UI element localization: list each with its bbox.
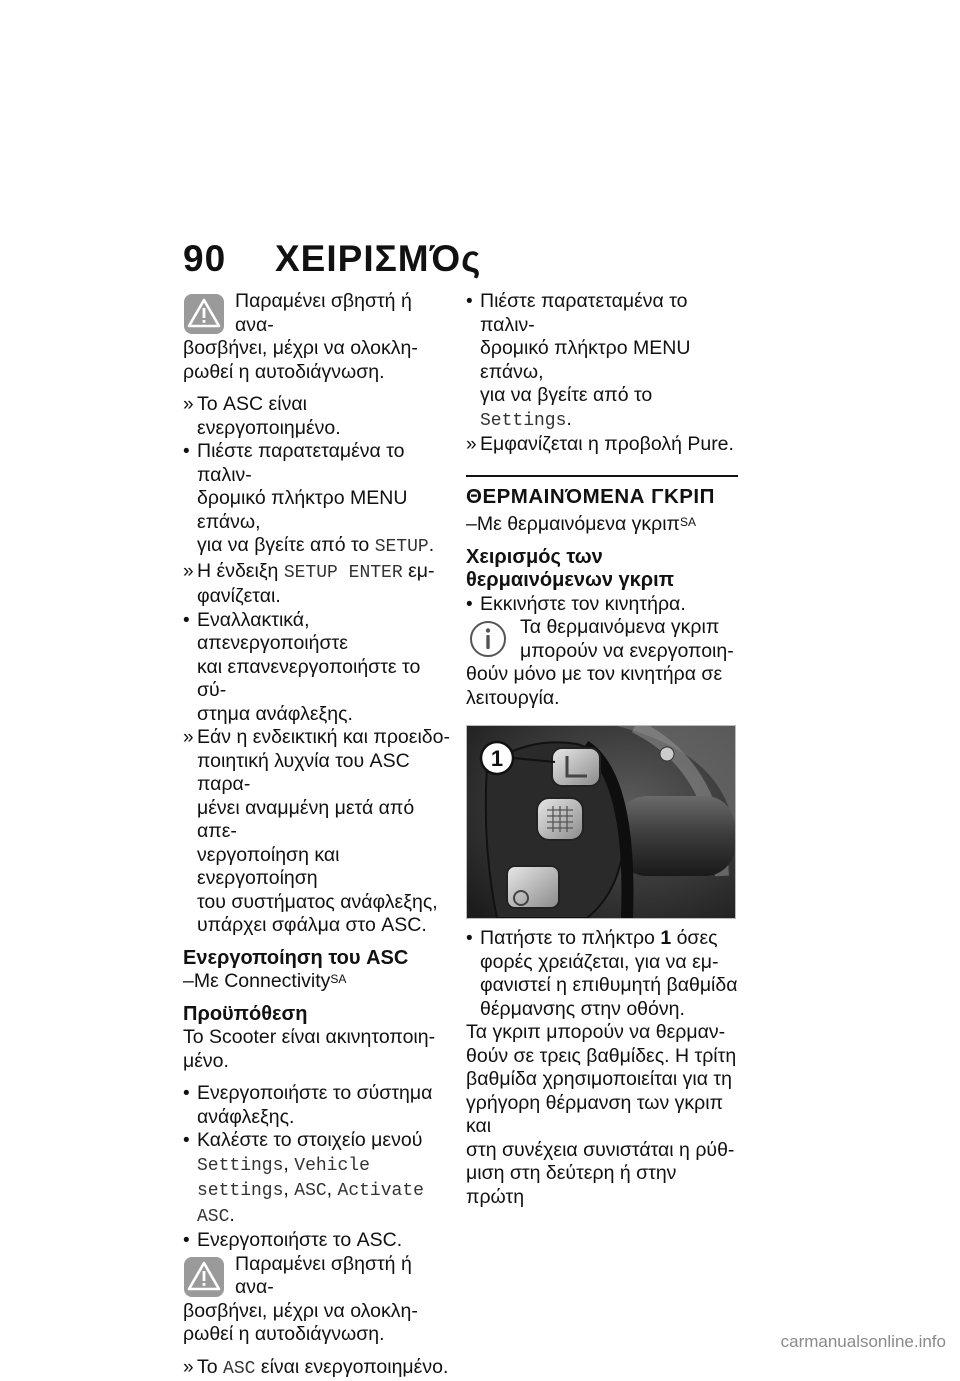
heated-grips-note — [466, 513, 738, 537]
warning-text-2: Παραμένει σβηστή ή ανα- — [235, 1253, 412, 1299]
section-heading-heated-grips: ΘΕΡΜΑΙΝΌΜΕΝΑ ΓΚΡΙΠ — [466, 475, 738, 509]
bullet-text: και επανενεργοποιήστε το σύ- — [197, 656, 420, 702]
info-icon — [468, 619, 508, 659]
button-reference: 1 — [660, 927, 671, 949]
bullet-item — [183, 609, 453, 727]
heading-prerequisite: Προϋπόθεση — [183, 1003, 453, 1027]
result-text: ποιητική λυχνία του ASC παρα- — [197, 750, 410, 796]
sa-superscript: SA — [330, 972, 346, 986]
bullet-marker: • — [183, 609, 190, 633]
heading-activate-asc: Ενεργοποίηση του ASC — [183, 947, 453, 971]
watermark-footer: carmanualsonline.info — [781, 1332, 946, 1352]
bullet-text: φανιστεί η επιθυμητή βαθμίδα — [480, 974, 738, 996]
right-column — [466, 290, 738, 1209]
bullet-text: Εναλλακτικά, απενεργοποιήστε — [197, 609, 348, 655]
warning-triangle-icon — [183, 1256, 225, 1298]
bullet-text: Ενεργοποιήστε το ASC. — [197, 1229, 402, 1251]
separator: , — [327, 1178, 338, 1200]
paragraph-line: στη συνέχεια συνιστάται η ρύθ- — [466, 1139, 734, 1161]
result-marker: » — [183, 393, 194, 417]
result-text: Εάν η ενδεικτική και προειδο- — [197, 726, 450, 748]
info-text: Τα θερμαινόμενα γκριπ — [520, 616, 719, 638]
bullet-marker: • — [183, 1082, 190, 1106]
result-text: Το ASC είναι ενεργοποιημένο. — [197, 393, 341, 439]
warning-triangle-icon — [183, 293, 225, 335]
display-code: SETUP ENTER — [284, 563, 403, 583]
bullet-text: Πατήστε το πλήκτρο — [480, 927, 660, 949]
result-marker: » — [466, 433, 477, 457]
result-marker: » — [183, 726, 194, 750]
menu-code: settings — [197, 1181, 283, 1201]
bullet-item — [183, 1129, 453, 1229]
heading-operating-grips — [466, 546, 738, 593]
info-text: λειτουργία. — [466, 687, 560, 709]
result-text: φανίζεται. — [197, 585, 281, 607]
menu-code: Settings — [197, 1156, 283, 1176]
heating-levels-paragraph — [466, 1021, 738, 1209]
figure-callout-1: 1 — [491, 746, 503, 771]
prereq-line: μένο. — [183, 1050, 229, 1072]
bullet-marker: • — [466, 290, 473, 314]
bullet-item — [466, 593, 738, 617]
bullet-item — [466, 927, 738, 1021]
result-marker: » — [183, 1356, 194, 1380]
result-item — [466, 433, 738, 457]
result-text: Το — [197, 1356, 223, 1378]
warning-note-1 — [183, 290, 453, 384]
paragraph-line: βαθμίδα χρησιμοποιείται για τη — [466, 1068, 732, 1090]
result-item — [183, 560, 453, 609]
warning-text-1c: ρωθεί η αυτοδιάγνωση. — [183, 361, 385, 383]
separator: . — [229, 1204, 234, 1226]
connectivity-note — [183, 970, 453, 994]
display-code: SETUP — [375, 537, 429, 557]
warning-text-2c: ρωθεί η αυτοδιάγνωση. — [183, 1323, 385, 1345]
bullet-text: Ενεργοποιήστε το σύστημα — [197, 1082, 432, 1104]
bullet-text: ανάφλεξης. — [197, 1106, 294, 1128]
prerequisite-text — [183, 1026, 453, 1073]
warning-text-1b: βοσβήνει, μέχρι να ολοκλη- — [183, 337, 418, 359]
menu-code: Vehicle — [294, 1156, 370, 1176]
paragraph-line: Τα γκριπ μπορούν να θερμαν- — [466, 1021, 725, 1043]
left-column — [183, 290, 453, 1381]
connectivity-text: –Με Connectivity — [183, 970, 330, 992]
bullet-item — [466, 290, 738, 433]
bullet-text: Εκκινήστε τον κινητήρα. — [480, 593, 686, 615]
menu-code: Settings — [480, 411, 566, 431]
bullet-text: δρομικό πλήκτρο MENU επάνω, — [197, 487, 407, 533]
bullet-item — [183, 440, 453, 560]
bullet-text: Πιέστε παρατεταμένα το παλιν- — [197, 440, 405, 486]
sa-superscript: SA — [680, 515, 696, 529]
menu-code: ASC — [197, 1207, 229, 1227]
result-marker: » — [183, 560, 194, 584]
prereq-line: Το Scooter είναι ακινητοποιη- — [183, 1026, 435, 1048]
result-text: μένει αναμμένη μετά από απε- — [197, 797, 414, 843]
bullet-text: θέρμανσης στην οθόνη. — [480, 998, 685, 1020]
bullet-marker: • — [466, 927, 473, 951]
paragraph-line: γρήγορη θέρμανση των γκριπ και — [466, 1092, 723, 1138]
result-item — [183, 726, 453, 938]
page-header — [183, 238, 481, 280]
result-text: του συστήματος ανάφλεξης, — [197, 891, 438, 913]
bullet-marker: • — [183, 1129, 190, 1153]
result-item — [183, 1356, 453, 1381]
bullet-text: . — [429, 534, 434, 556]
menu-code: Activate — [338, 1181, 424, 1201]
handlebar-illustration — [467, 726, 735, 918]
heated-grip-switch-photo — [466, 725, 736, 919]
separator: . — [566, 408, 571, 430]
page-title: ΧΕΙΡΙΣΜΌς — [275, 238, 481, 279]
display-code: ASC — [223, 1359, 255, 1379]
bullet-text: Πιέστε παρατεταμένα το παλιν- — [480, 290, 688, 336]
heated-grips-text: –Με θερμαινόμενα γκριπ — [466, 513, 680, 535]
bullet-item — [183, 1082, 453, 1129]
result-text: υπάρχει σφάλμα στο ASC. — [197, 914, 427, 936]
info-text: μπορούν να ενεργοποιη- — [520, 640, 734, 662]
bullet-text: φορές χρειάζεται, για να εμ- — [480, 951, 719, 973]
separator: , — [283, 1153, 294, 1175]
paragraph-line: θούν σε τρεις βαθμίδες. Η τρίτη — [466, 1045, 736, 1067]
result-item — [183, 393, 453, 440]
menu-code: ASC — [294, 1181, 326, 1201]
bullet-item — [183, 1229, 453, 1253]
page-number: 90 — [183, 238, 275, 280]
warning-text-1: Παραμένει σβηστή ή ανα- — [235, 290, 412, 336]
result-text: Εμφανίζεται η προβολή Pure. — [480, 433, 734, 455]
bullet-marker: • — [466, 593, 473, 617]
heading-line: Χειρισμός των — [466, 546, 603, 568]
bullet-marker: • — [183, 1229, 190, 1253]
paragraph-line: μιση στη δεύτερη ή στην πρώτη — [466, 1162, 676, 1208]
bullet-text: Καλέστε το στοιχείο μενού — [197, 1129, 422, 1151]
info-note — [466, 616, 738, 710]
bullet-text: για να βγείτε από το — [480, 384, 652, 406]
heading-line: θερμαινόμενων γκριπ — [466, 569, 674, 591]
bullet-text: δρομικό πλήκτρο MENU επάνω, — [480, 337, 690, 383]
bullet-marker: • — [183, 440, 190, 464]
result-text: Η ένδειξη — [197, 560, 284, 582]
result-text: εμ- — [403, 560, 435, 582]
warning-note-2 — [183, 1253, 453, 1347]
bullet-text: όσες — [671, 927, 717, 949]
separator: , — [283, 1178, 294, 1200]
bullet-text: στημα ανάφλεξης. — [197, 703, 353, 725]
result-text: είναι ενεργοποιημένο. — [255, 1356, 448, 1378]
warning-text-2b: βοσβήνει, μέχρι να ολοκλη- — [183, 1300, 418, 1322]
info-text: θούν μόνο με τον κινητήρα σε — [466, 663, 722, 685]
bullet-text: για να βγείτε από το — [197, 534, 375, 556]
result-text: νεργοποίηση και ενεργοποίηση — [197, 844, 339, 890]
